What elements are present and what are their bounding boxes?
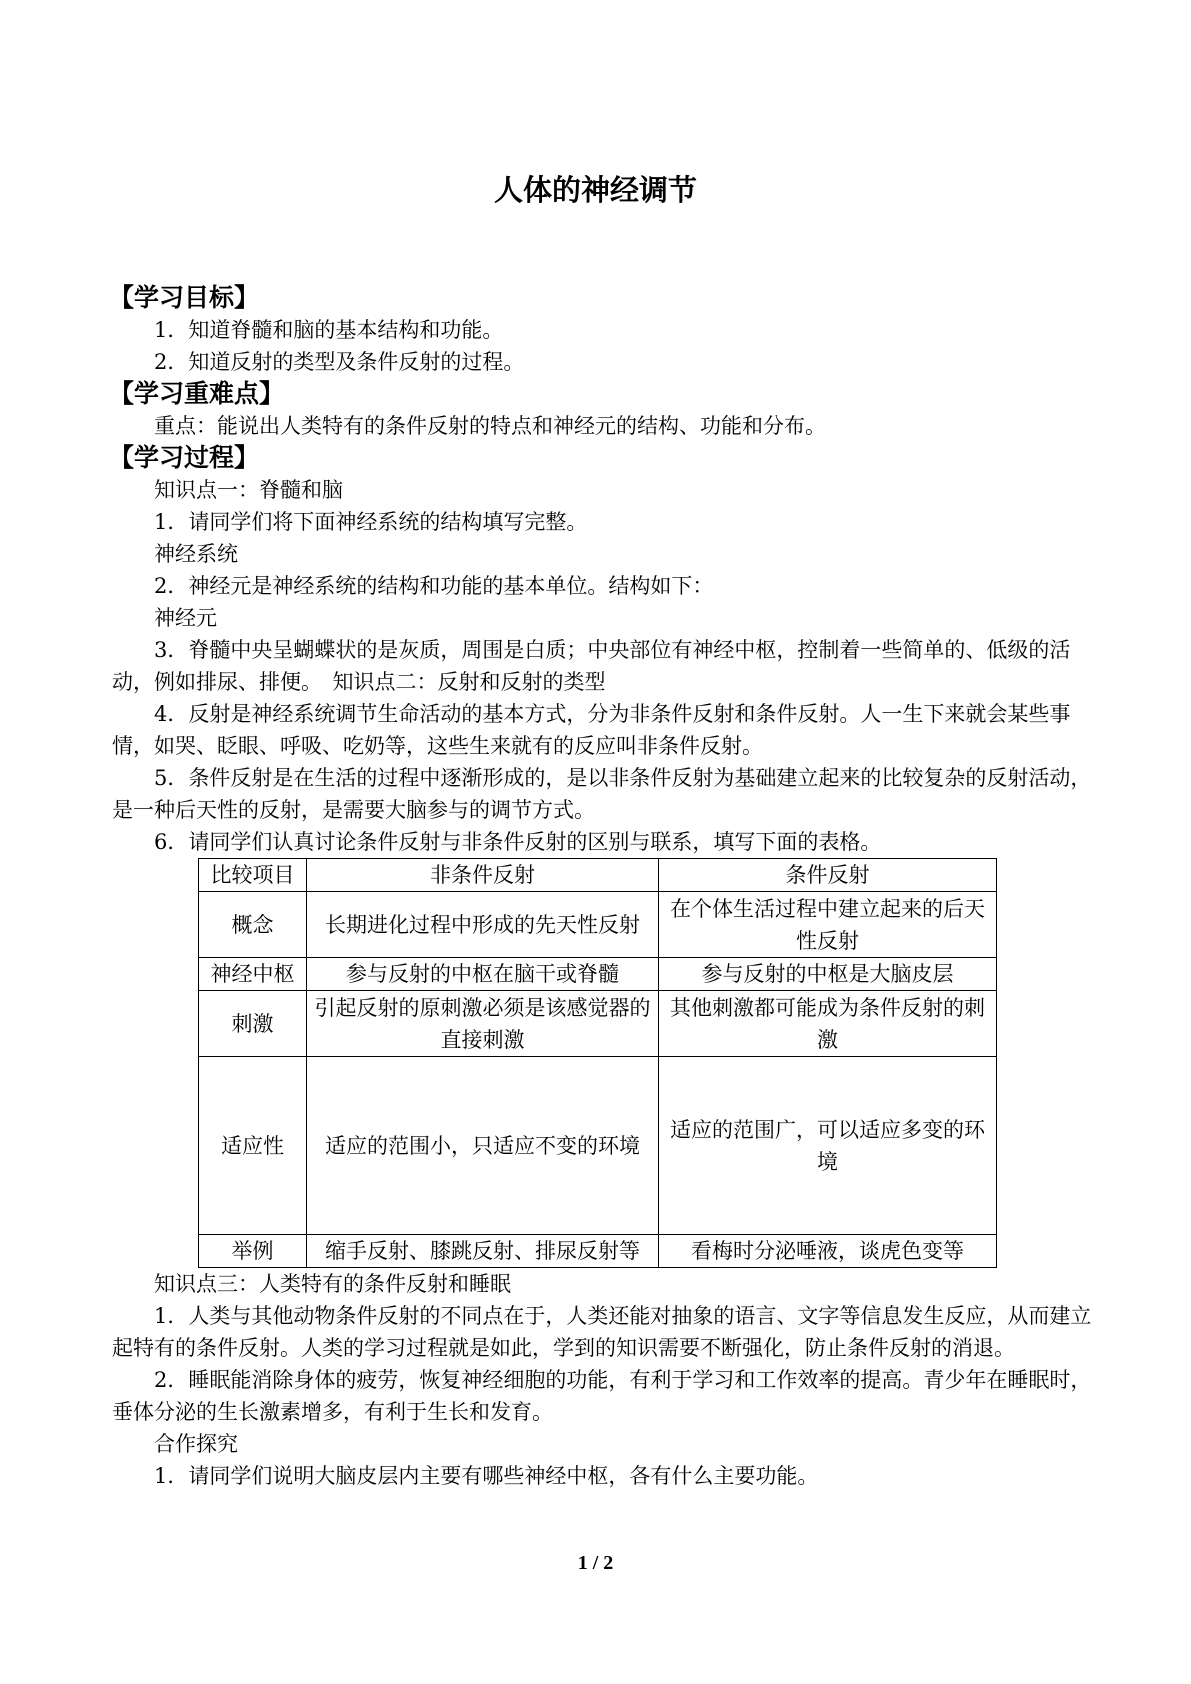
table-row bbox=[199, 958, 997, 991]
process-paragraph: 4．反射是神经系统调节生命活动的基本方式，分为非条件反射和条件反射。人一生下来就会某些事情，如哭、眨眼、呼吸、吃奶等，这些生来就有的反应叫非条件反射。 bbox=[112, 702, 1071, 758]
process-paragraph: 知识点一：脊髓和脑 bbox=[154, 478, 343, 502]
after-paragraph: 1．请同学们说明大脑皮层内主要有哪些神经中枢，各有什么主要功能。 bbox=[154, 1464, 819, 1488]
page-number: 1 / 2 bbox=[577, 1552, 614, 1574]
after-paragraph: 2．睡眠能消除身体的疲劳，恢复神经细胞的功能，有利于学习和工作效率的提高。青少年在睡眠时，垂体分泌的生长激素增多，有利于生长和发育。 bbox=[112, 1368, 1092, 1424]
table-cell: 其他刺激都可能成为条件反射的刺激 bbox=[659, 991, 997, 1057]
process-paragraph: 5．条件反射是在生活的过程中逐渐形成的，是以非条件反射为基础建立起来的比较复杂的反射活动，是一种后天性的反射，是需要大脑参与的调节方式。 bbox=[112, 766, 1092, 822]
process-paragraph: 神经元 bbox=[154, 606, 217, 630]
table-cell: 参与反射的中枢在脑干或脊髓 bbox=[307, 958, 659, 991]
goal-item: 2．知道反射的类型及条件反射的过程。 bbox=[154, 350, 525, 374]
table-row bbox=[199, 991, 997, 1057]
process-paragraph: 神经系统 bbox=[154, 542, 238, 566]
table-cell: 长期进化过程中形成的先天性反射 bbox=[307, 892, 659, 958]
key-points-heading: 【学习重难点】 bbox=[109, 379, 285, 408]
goal-item: 1．知道脊髓和脑的基本结构和功能。 bbox=[154, 318, 504, 342]
table-cell: 概念 bbox=[199, 892, 307, 958]
table-cell: 缩手反射、膝跳反射、排尿反射等 bbox=[307, 1235, 659, 1268]
table-header-cell: 非条件反射 bbox=[307, 859, 659, 892]
goals-heading: 【学习目标】 bbox=[109, 283, 260, 312]
table-cell: 举例 bbox=[199, 1235, 307, 1268]
table-row bbox=[199, 892, 997, 958]
table-cell: 神经中枢 bbox=[199, 958, 307, 991]
table-header-row bbox=[199, 859, 997, 892]
key-points-text: 重点：能说出人类特有的条件反射的特点和神经元的结构、功能和分布。 bbox=[154, 414, 826, 438]
comparison-table bbox=[198, 858, 997, 1268]
after-paragraph: 合作探究 bbox=[154, 1432, 238, 1456]
process-paragraph: 1．请同学们将下面神经系统的结构填写完整。 bbox=[154, 510, 588, 534]
document-body bbox=[109, 282, 1102, 1492]
page-title: 人体的神经调节 bbox=[493, 173, 697, 207]
process-paragraph: 6．请同学们认真讨论条件反射与非条件反射的区别与联系，填写下面的表格。 bbox=[154, 830, 882, 854]
table-cell: 适应的范围小，只适应不变的环境 bbox=[307, 1057, 659, 1235]
table-header-cell: 条件反射 bbox=[659, 859, 997, 892]
table-cell: 引起反射的原刺激必须是该感觉器的直接刺激 bbox=[307, 991, 659, 1057]
table-row bbox=[199, 1235, 997, 1268]
process-heading: 【学习过程】 bbox=[109, 443, 260, 472]
after-paragraph: 知识点三：人类特有的条件反射和睡眠 bbox=[154, 1272, 511, 1296]
table-cell: 刺激 bbox=[199, 991, 307, 1057]
table-header-cell: 比较项目 bbox=[199, 859, 307, 892]
process-paragraph: 2．神经元是神经系统的结构和功能的基本单位。结构如下： bbox=[154, 574, 714, 598]
after-paragraph: 1．人类与其他动物条件反射的不同点在于，人类还能对抽象的语言、文字等信息发生反应，从而建立起特有的条件反射。人类的学习过程就是如此，学到的知识需要不断强化，防止条件反射的消退。 bbox=[112, 1304, 1092, 1360]
table-cell: 适应的范围广，可以适应多变的环境 bbox=[659, 1057, 997, 1235]
table-cell: 参与反射的中枢是大脑皮层 bbox=[659, 958, 997, 991]
table-row bbox=[199, 1057, 997, 1235]
table-cell: 看梅时分泌唾液，谈虎色变等 bbox=[659, 1235, 997, 1268]
table-cell: 适应性 bbox=[199, 1057, 307, 1235]
process-paragraph: 3．脊髓中央呈蝴蝶状的是灰质，周围是白质；中央部位有神经中枢，控制着一些简单的、低级的活动，例如排尿、排便。 知识点二：反射和反射的类型 bbox=[112, 638, 1071, 694]
table-cell: 在个体生活过程中建立起来的后天性反射 bbox=[659, 892, 997, 958]
